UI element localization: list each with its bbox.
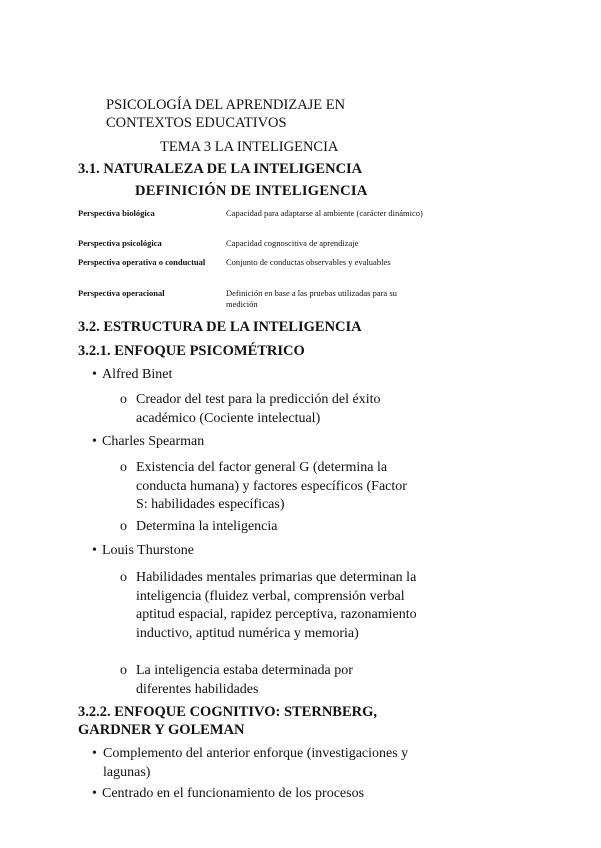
circle-bullet-icon: o <box>120 460 127 475</box>
table-value: Capacidad para adaptarse al ambiente (carácter dinámico) <box>226 208 423 218</box>
sub-list-item <box>120 518 420 538</box>
heading-line-2: GARDNER Y GOLEMAN <box>78 722 245 738</box>
document-title <box>106 96 345 132</box>
definition-title: DEFINICIÓN DE INTELIGENCIA <box>135 183 368 199</box>
table-key: Perspectiva psicológica <box>78 238 162 248</box>
list-item-label: Complemento del anterior enforque (investigaciones y lagunas) <box>103 746 409 780</box>
sub-list-item-label: Habilidades mentales primarias que determinan la inteligencia (fluidez verbal, comprensión verbal aptitud espacial, rapidez perceptiva, razonamiento inductivo, aptitud numérica y memoria) <box>136 570 417 641</box>
sub-list-item <box>120 662 380 702</box>
list-item-label: Alfred Binet <box>102 367 173 382</box>
list-item-cognitive-2 <box>92 786 364 802</box>
sub-list-item <box>120 391 420 431</box>
list-item-label: Charles Spearman <box>102 434 205 449</box>
sub-list-item <box>120 569 420 659</box>
table-value: Definición en base a las pruebas utilizadas para su medición <box>226 288 397 309</box>
sub-list-item-label: Existencia del factor general G (determina la conducta humana) y factores específicos (Factor S: habilidades específicas) <box>136 460 407 512</box>
circle-bullet-icon: o <box>120 663 127 678</box>
section-3-2-1-heading: 3.2.1. ENFOQUE PSICOMÉTRICO <box>78 343 305 359</box>
list-item-spearman <box>92 434 204 450</box>
list-item-label: Centrado en el funcionamiento de los procesos <box>102 786 365 801</box>
bullet-icon: • <box>92 434 97 449</box>
bullet-icon: • <box>92 367 97 382</box>
sub-list-item <box>120 459 420 517</box>
table-key: Perspectiva biológica <box>78 208 155 218</box>
circle-bullet-icon: o <box>120 519 127 534</box>
table-value: Capacidad cognoscitiva de aprendizaje <box>226 238 359 248</box>
table-value: Conjunto de conductas observables y evaluables <box>226 257 391 267</box>
sub-list-item-label: La inteligencia estaba determinada por diferentes habilidades <box>136 663 353 697</box>
circle-bullet-icon: o <box>120 392 127 407</box>
list-item-cognitive-1 <box>92 744 432 782</box>
tema-title: TEMA 3 LA INTELIGENCIA <box>160 139 339 155</box>
bullet-icon: • <box>92 746 97 761</box>
title-line-2: CONTEXTOS EDUCATIVOS <box>106 115 287 131</box>
section-3-2-heading: 3.2. ESTRUCTURA DE LA INTELIGENCIA <box>78 319 362 335</box>
heading-line-1: 3.2.2. ENFOQUE COGNITIVO: STERNBERG, <box>78 704 378 720</box>
bullet-icon: • <box>92 786 97 801</box>
sub-list-item-label: Determina la inteligencia <box>136 519 278 534</box>
table-key: Perspectiva operativa o conductual <box>78 257 206 267</box>
list-item-label: Louis Thurstone <box>102 543 194 558</box>
bullet-icon: • <box>92 543 97 558</box>
list-item-thurstone <box>92 543 194 559</box>
circle-bullet-icon: o <box>120 570 127 585</box>
section-3-1-heading: 3.1. NATURALEZA DE LA INTELIGENCIA <box>78 161 363 177</box>
list-item-binet <box>92 367 172 383</box>
table-key: Perspectiva operacional <box>78 288 165 298</box>
section-3-2-2-heading <box>78 703 377 739</box>
sub-list-item-label: Creador del test para la predicción del éxito académico (Cociente intelectual) <box>136 392 381 426</box>
title-line-1: PSICOLOGÍA DEL APRENDIZAJE EN <box>106 97 346 113</box>
